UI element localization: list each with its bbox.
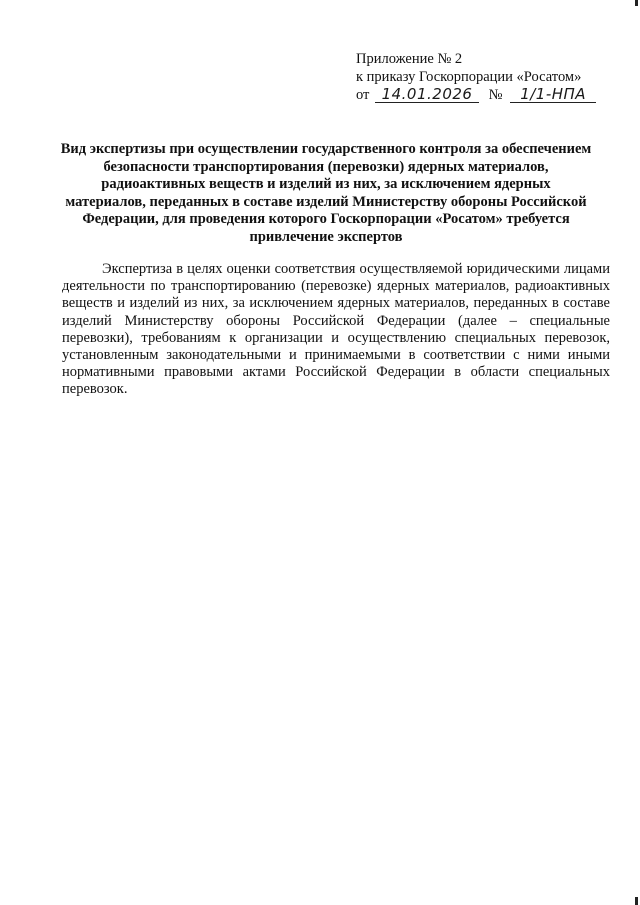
appendix-order-ref: к приказу Госкорпорации «Росатом» <box>356 69 582 85</box>
handwritten-order-number: 1/1-НПА <box>510 86 596 103</box>
handwritten-date: 14.01.2026 <box>375 86 479 103</box>
number-label: № <box>488 87 503 103</box>
appendix-number: Приложение № 2 <box>356 51 463 67</box>
order-date-number-line <box>356 86 616 106</box>
document-title: Вид экспертизы при осуществлении государственного контроля за обеспечением безопасности транспортирования (перевозки) ядерных материалов, радиоактивных веществ и изделий из них, за исключением ядерных материалов, переданных в составе изделий Министерству обороны Российской Федерации, для проведения которого Госкорпорации «Росатом» требуется привлечение экспертов <box>60 141 592 245</box>
scan-edge-mark-bottom <box>635 897 638 905</box>
from-label: от <box>356 87 370 103</box>
appendix-header <box>356 50 616 106</box>
body-paragraph: Экспертиза в целях оценки соответствия осуществляемой юридическими лицами деятельности по транспортированию (перевозке) ядерных материалов, радиоактивных веществ и изделий из них, за исключением ядерных материалов, переданных в составе изделий Министерству обороны Российской Федерации (далее – специальные перевозки), требованиям к организации и осуществлению специальных перевозок, установленным законодательными и принимаемыми в соответствии с ними иными нормативными правовыми актами Российской Федерации в области специальных перевозок. <box>62 261 610 398</box>
scan-edge-mark-top <box>635 0 638 6</box>
